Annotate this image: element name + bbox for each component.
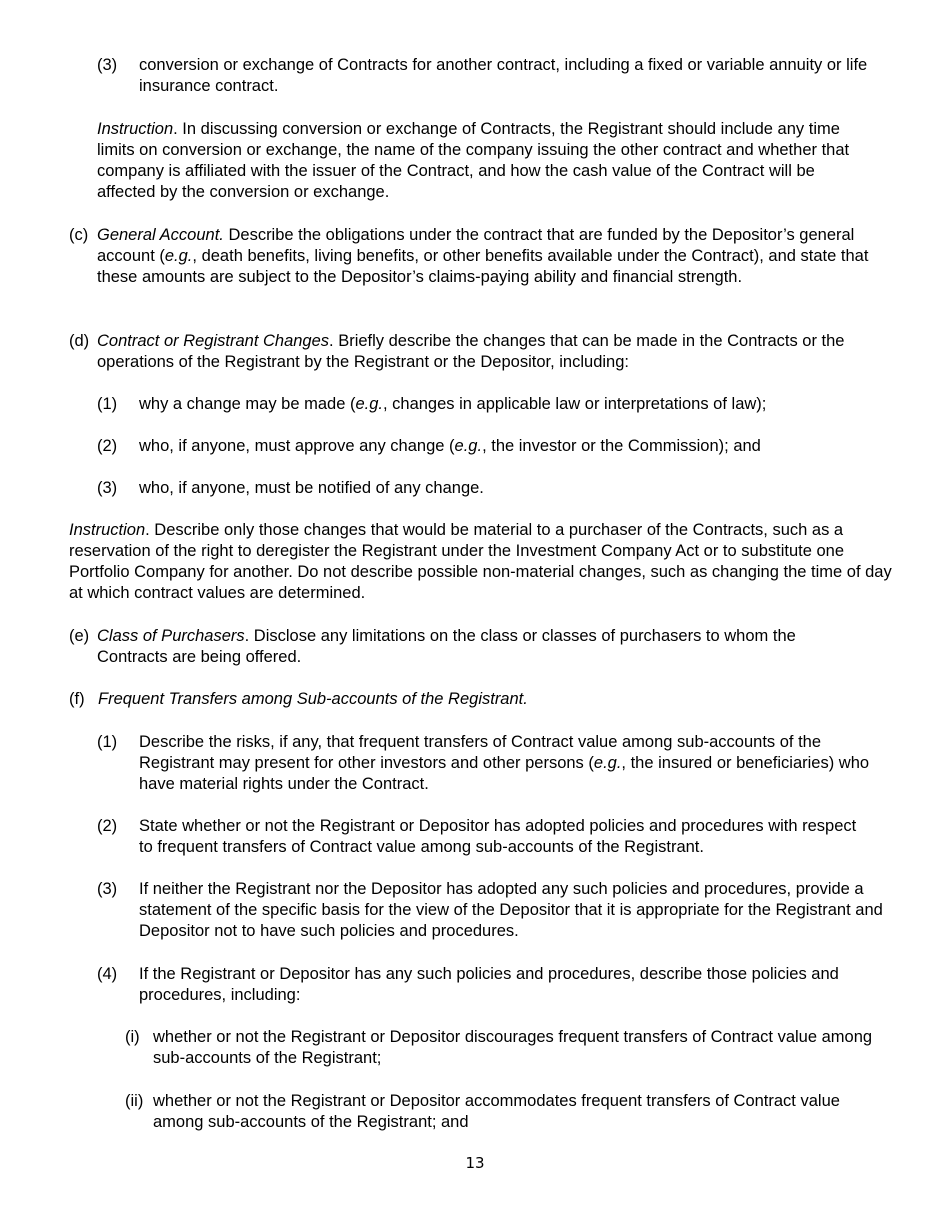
instruction-text: . In discussing conversion or exchange of Contracts, the Registrant should include any time limits on conversion or exchange, the name of the company issuing the other contract and whether that company is affiliated with the issuer of the Contract, and how the cash value of the Contract will be affected by the conversion or exchange. [97, 120, 850, 201]
item-number: (4) [97, 965, 118, 983]
section-letter: (c) [69, 226, 89, 244]
item-text: who, if anyone, must be notified of any change. [139, 479, 484, 497]
section-letter: (e) [69, 627, 90, 645]
item-text: If the Registrant or Depositor has any such policies and procedures, describe those policies and procedures, including: [139, 965, 839, 1004]
item-text: If neither the Registrant nor the Depositor has adopted any such policies and procedures, provide a statement of the specific basis for the view of the Depositor that it is appropriate for the Registrant and Depositor not to have such policies and procedures. [139, 880, 883, 940]
instruction-text: . Describe only those changes that would be material to a purchaser of the Contracts, such as a reservation of the right to deregister the Registrant under the Investment Company Act or to substitute one Portfolio Company for another. Do not describe possible non-material changes, such as changing the time of day at which contract values are determined. [69, 521, 892, 602]
item-text: State whether or not the Registrant or Depositor has adopted policies and procedures with respect to frequent transfers of Contract value among sub-accounts of the Registrant. [139, 817, 857, 856]
item-number: (3) [97, 56, 118, 74]
item-number: (ii) [125, 1092, 144, 1110]
item-number: (2) [97, 817, 118, 835]
item-number: (1) [97, 733, 118, 751]
instruction-paragraph-d [69, 520, 897, 604]
section-title: Frequent Transfers among Sub-accounts of the Registrant. [98, 690, 528, 708]
section-title: General Account. [97, 226, 224, 244]
section-letter: (f) [69, 690, 85, 708]
section-d-text: Contract or Registrant Changes. Briefly describe the changes that can be made in the Contracts or the operations of the Registrant by the Registrant or the Depositor, including: [97, 332, 845, 371]
section-letter: (d) [69, 332, 90, 350]
section-c-text: General Account. Describe the obligations under the contract that are funded by the Depositor’s general account (e.g., death benefits, living benefits, or other benefits available under the Contract), and state that these amounts are subject to the Depositor’s claims-paying ability and financial strength. [97, 226, 869, 286]
item-text: whether or not the Registrant or Depositor discourages frequent transfers of Contract value among sub-accounts of the Registrant; [153, 1028, 873, 1067]
item-text: why a change may be made (e.g., changes in applicable law or interpretations of law); [139, 395, 767, 413]
page-number: 13 [465, 1154, 485, 1172]
item-text: whether or not the Registrant or Depositor accommodates frequent transfers of Contract value among sub-accounts of the Registrant; and [153, 1092, 840, 1131]
item-number: (i) [125, 1028, 140, 1046]
item-number: (3) [97, 479, 118, 497]
item-number: (2) [97, 437, 118, 455]
item-number: (3) [97, 880, 118, 898]
instruction-label: Instruction [97, 120, 174, 138]
section-title: Contract or Registrant Changes [97, 332, 330, 350]
section-title: Class of Purchasers [97, 627, 245, 645]
item-text: who, if anyone, must approve any change (e.g., the investor or the Commission); and [139, 437, 761, 455]
instruction-paragraph-b [97, 119, 869, 203]
section-e-text: Class of Purchasers. Disclose any limitations on the class or classes of purchasers to whom the Contracts are being offered. [97, 627, 796, 666]
item-number: (1) [97, 395, 118, 413]
instruction-label: Instruction [69, 521, 146, 539]
item-text: Describe the risks, if any, that frequent transfers of Contract value among sub-accounts of the Registrant may present for other investors and other persons (e.g., the insured or beneficiaries) who have material rights under the Contract. [139, 733, 870, 793]
item-text: conversion or exchange of Contracts for another contract, including a fixed or variable annuity or life insurance contract. [139, 56, 868, 95]
